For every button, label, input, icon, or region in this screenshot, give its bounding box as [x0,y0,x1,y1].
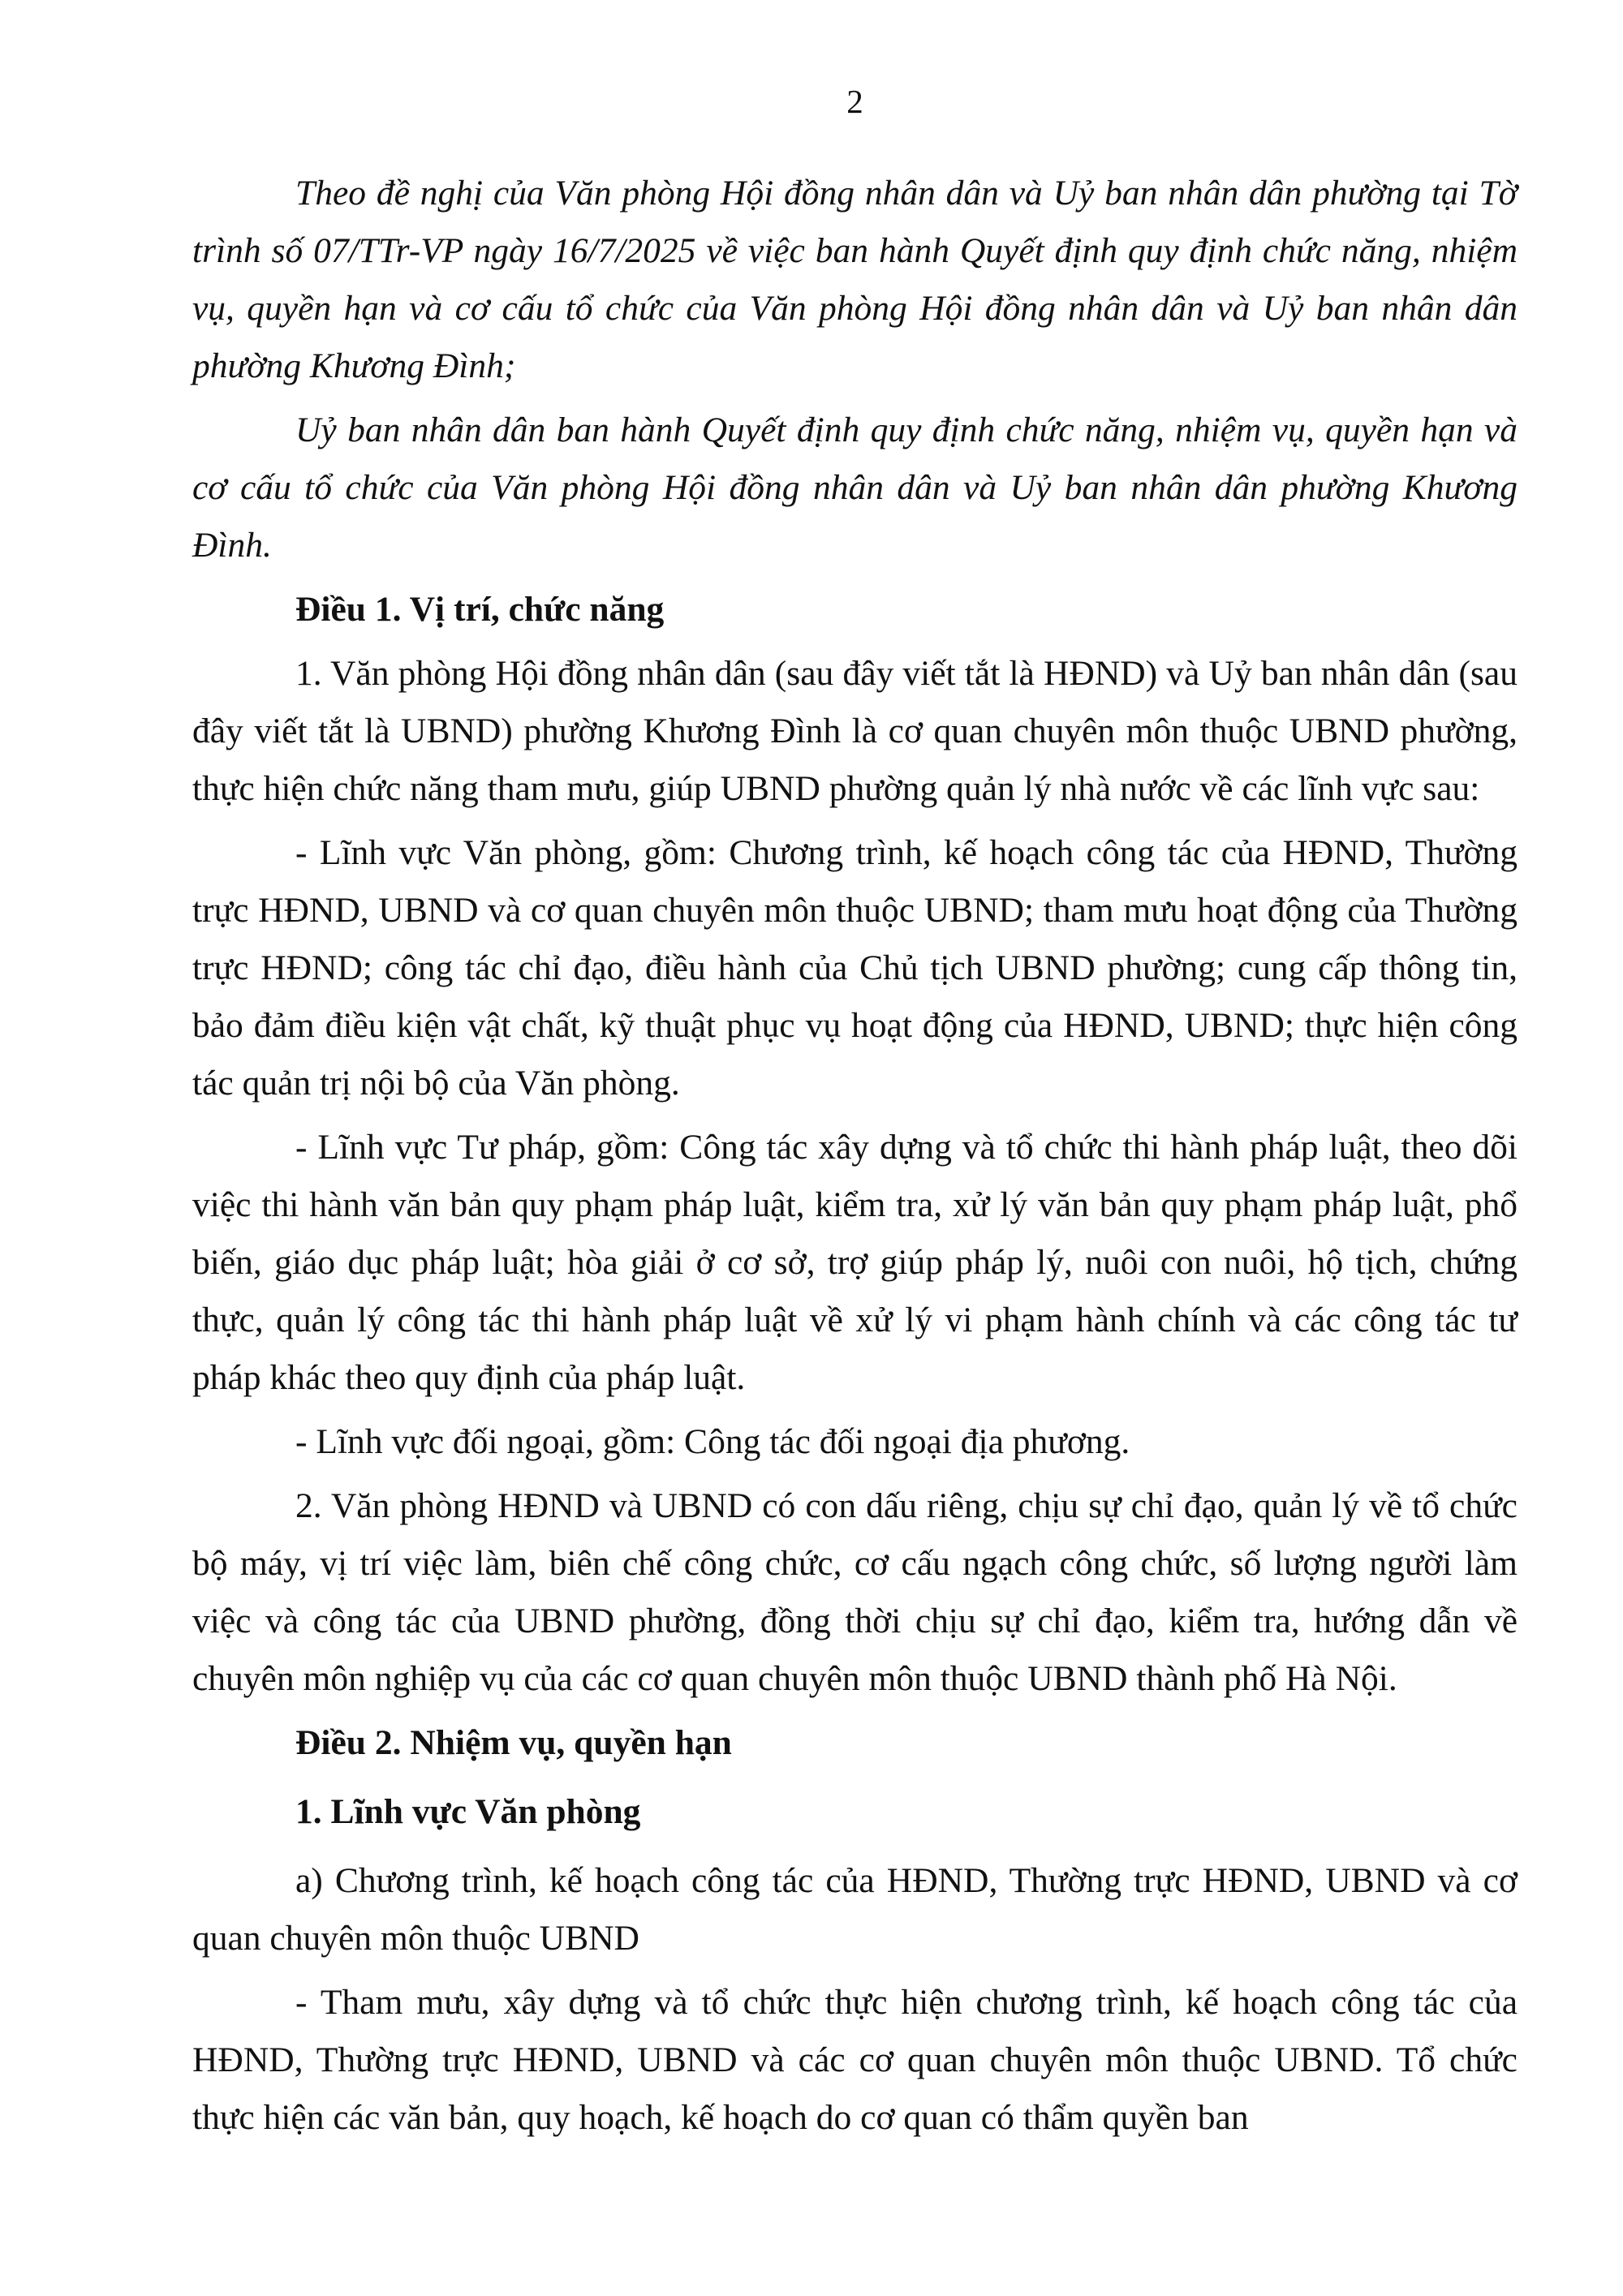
preamble-proposal: Theo đề nghị của Văn phòng Hội đồng nhân dân và Uỷ ban nhân dân phường tại Tờ trình số 07/TTr-VP ngày 16/7/2025 về việc ban hành Quyết định quy định chức năng, nhiệm vụ, quyền hạn và cơ cấu tổ chức của Văn phòng Hội đồng nhân dân và Uỷ ban nhân dân phường Khương Đình; [192,174,1518,385]
article-1-justice-field: - Lĩnh vực Tư pháp, gồm: Công tác xây dựng và tổ chức thi hành pháp luật, theo dõi việc thi hành văn bản quy phạm pháp luật, kiểm tra, xử lý văn bản quy phạm pháp luật, phổ biến, giáo dục pháp luật; hòa giải ở cơ sở, trợ giúp pháp lý, nuôi con nuôi, hộ tịch, chứng thực, quản lý công tác thi hành pháp luật về xử lý vi phạm hành chính và các công tác tư pháp khác theo quy định của pháp luật. [192,1128,1518,1397]
article-1-clause-1: 1. Văn phòng Hội đồng nhân dân (sau đây viết tắt là HĐND) và Uỷ ban nhân dân (sau đây viết tắt là UBND) phường Khương Đình là cơ quan chuyên môn thuộc UBND phường, thực hiện chức năng tham mưu, giúp UBND phường quản lý nhà nước về các lĩnh vực sau: [192,654,1518,808]
article-2-item-a-detail: - Tham mưu, xây dựng và tổ chức thực hiện chương trình, kế hoạch công tác của HĐND, Thường trực HĐND, UBND và các cơ quan chuyên môn thuộc UBND. Tổ chức thực hiện các văn bản, quy hoạch, kế hoạch do cơ quan có thẩm quyền ban [192,1983,1518,2137]
article-1-foreign-affairs-field: - Lĩnh vực đối ngoại, gồm: Công tác đối ngoại địa phương. [295,1422,1130,1461]
article-1-clause-2: 2. Văn phòng HĐND và UBND có con dấu riêng, chịu sự chỉ đạo, quản lý về tổ chức bộ máy, vị trí việc làm, biên chế công chức, cơ cấu ngạch công chức, số lượng người làm việc và công tác của UBND phường, đồng thời chịu sự chỉ đạo, kiểm tra, hướng dẫn về chuyên môn nghiệp vụ của các cơ quan chuyên môn thuộc UBND thành phố Hà Nội. [192,1486,1518,1698]
article-1-title: Điều 1. Vị trí, chức năng [295,590,665,629]
article-2-section-1-title: 1. Lĩnh vực Văn phòng [295,1792,641,1831]
article-1-office-field: - Lĩnh vực Văn phòng, gồm: Chương trình, kế hoạch công tác của HĐND, Thường trực HĐND, UBND và cơ quan chuyên môn thuộc UBND; tham mưu hoạt động của Thường trực HĐND; công tác chỉ đạo, điều hành của Chủ tịch UBND phường; cung cấp thông tin, bảo đảm điều kiện vật chất, kỹ thuật phục vụ hoạt động của HĐND, UBND; thực hiện công tác quản trị nội bộ của Văn phòng. [192,833,1518,1103]
preamble-decision: Uỷ ban nhân dân ban hành Quyết định quy định chức năng, nhiệm vụ, quyền hạn và cơ cấu tổ chức của Văn phòng Hội đồng nhân dân và Uỷ ban nhân dân phường Khương Đình. [192,411,1518,565]
document-page [192,77,1518,2153]
article-2-title: Điều 2. Nhiệm vụ, quyền hạn [295,1723,732,1762]
article-2-item-a: a) Chương trình, kế hoạch công tác của HĐND, Thường trực HĐND, UBND và cơ quan chuyên môn thuộc UBND [192,1861,1518,1958]
page-number: 2 [846,83,863,120]
